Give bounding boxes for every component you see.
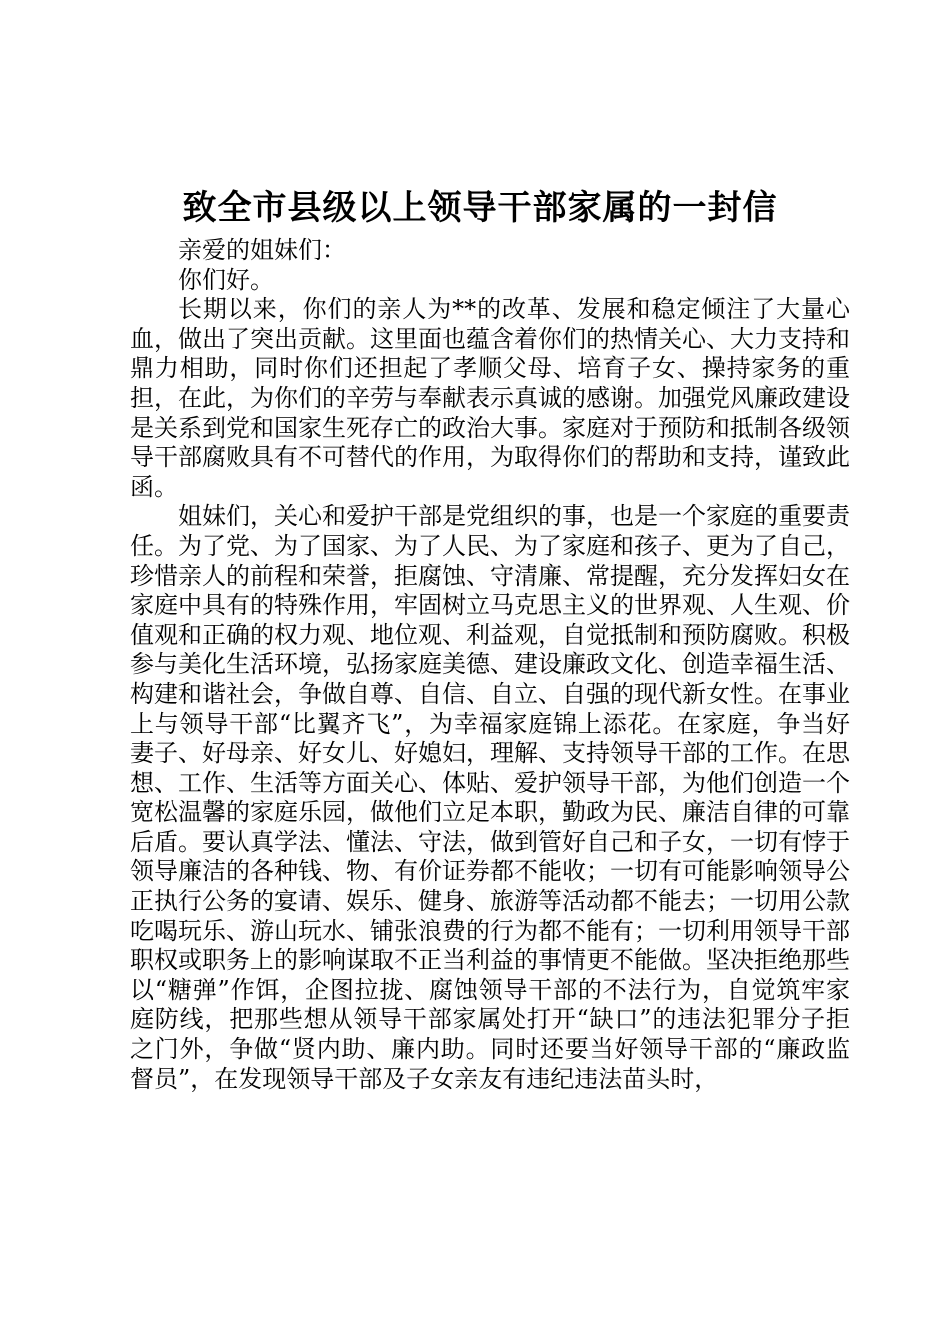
paragraph: 长期以来，你们的亲人为**的改革、发展和稳定倾注了大量心血，做出了突出贡献。这里面也蕴含着你们的热情关心、大力支持和鼎力相助，同时你们还担起了孝顺父母、培育子女、操持家务的重担，在此，为你们的辛劳与奉献表示真诚的感谢。加强党风廉政建设是关系到党和国家生死存亡的政治大事。家庭对于预防和抵制各级领导干部腐败具有不可替代的作用，为取得你们的帮助和支持，谨致此函。 bbox=[130, 295, 850, 501]
document-body bbox=[130, 236, 850, 1094]
document-title: 致全市县级以上领导干部家属的一封信 bbox=[182, 188, 778, 228]
greeting: 你们好。 bbox=[178, 265, 274, 294]
paragraph: 姐妹们，关心和爱护干部是党组织的事，也是一个家庭的重要责任。为了党、为了国家、为了人民、为了家庭和孩子、更为了自己，珍惜亲人的前程和荣誉，拒腐蚀、守清廉、常提醒，充分发挥妇女在家庭中具有的特殊作用，牢固树立马克思主义的世界观、人生观、价值观和正确的权力观、地位观、利益观，自觉抵制和预防腐败。积极参与美化生活环境，弘扬家庭美德、建设廉政文化、创造幸福生活、构建和谐社会，争做自尊、自信、自立、自强的现代新女性。在事业上与领导干部“比翼齐飞”，为幸福家庭锦上添花。在家庭，争当好妻子、好母亲、好女儿、好媳妇，理解、支持领导干部的工作。在思想、工作、生活等方面关心、体贴、爱护领导干部，为他们创造一个宽松温馨的家庭乐园，做他们立足本职，勤政为民、廉洁自律的可靠后盾。要认真学法、懂法、守法，做到管好自己和子女，一切有悖于领导廉洁的各种钱、物、有价证券都不能收；一切有可能影响领导公正执行公务的宴请、娱乐、健身、旅游等活动都不能去；一切用公款吃喝玩乐、游山玩水、铺张浪费的行为都不能有；一切利用领导干部职权或职务上的影响谋取不正当利益的事情更不能做。坚决拒绝那些以“糖弹”作饵，企图拉拢、腐蚀领导干部的不法行为，自觉筑牢家庭防线，把那些想从领导干部家属处打开“缺口”的违法犯罪分子拒之门外，争做“贤内助、廉内助。同时还要当好领导干部的“廉政监督员”，在发现领导干部及子女亲友有违纪违法苗头时， bbox=[130, 502, 850, 1093]
salutation: 亲爱的姐妹们： bbox=[178, 236, 346, 264]
